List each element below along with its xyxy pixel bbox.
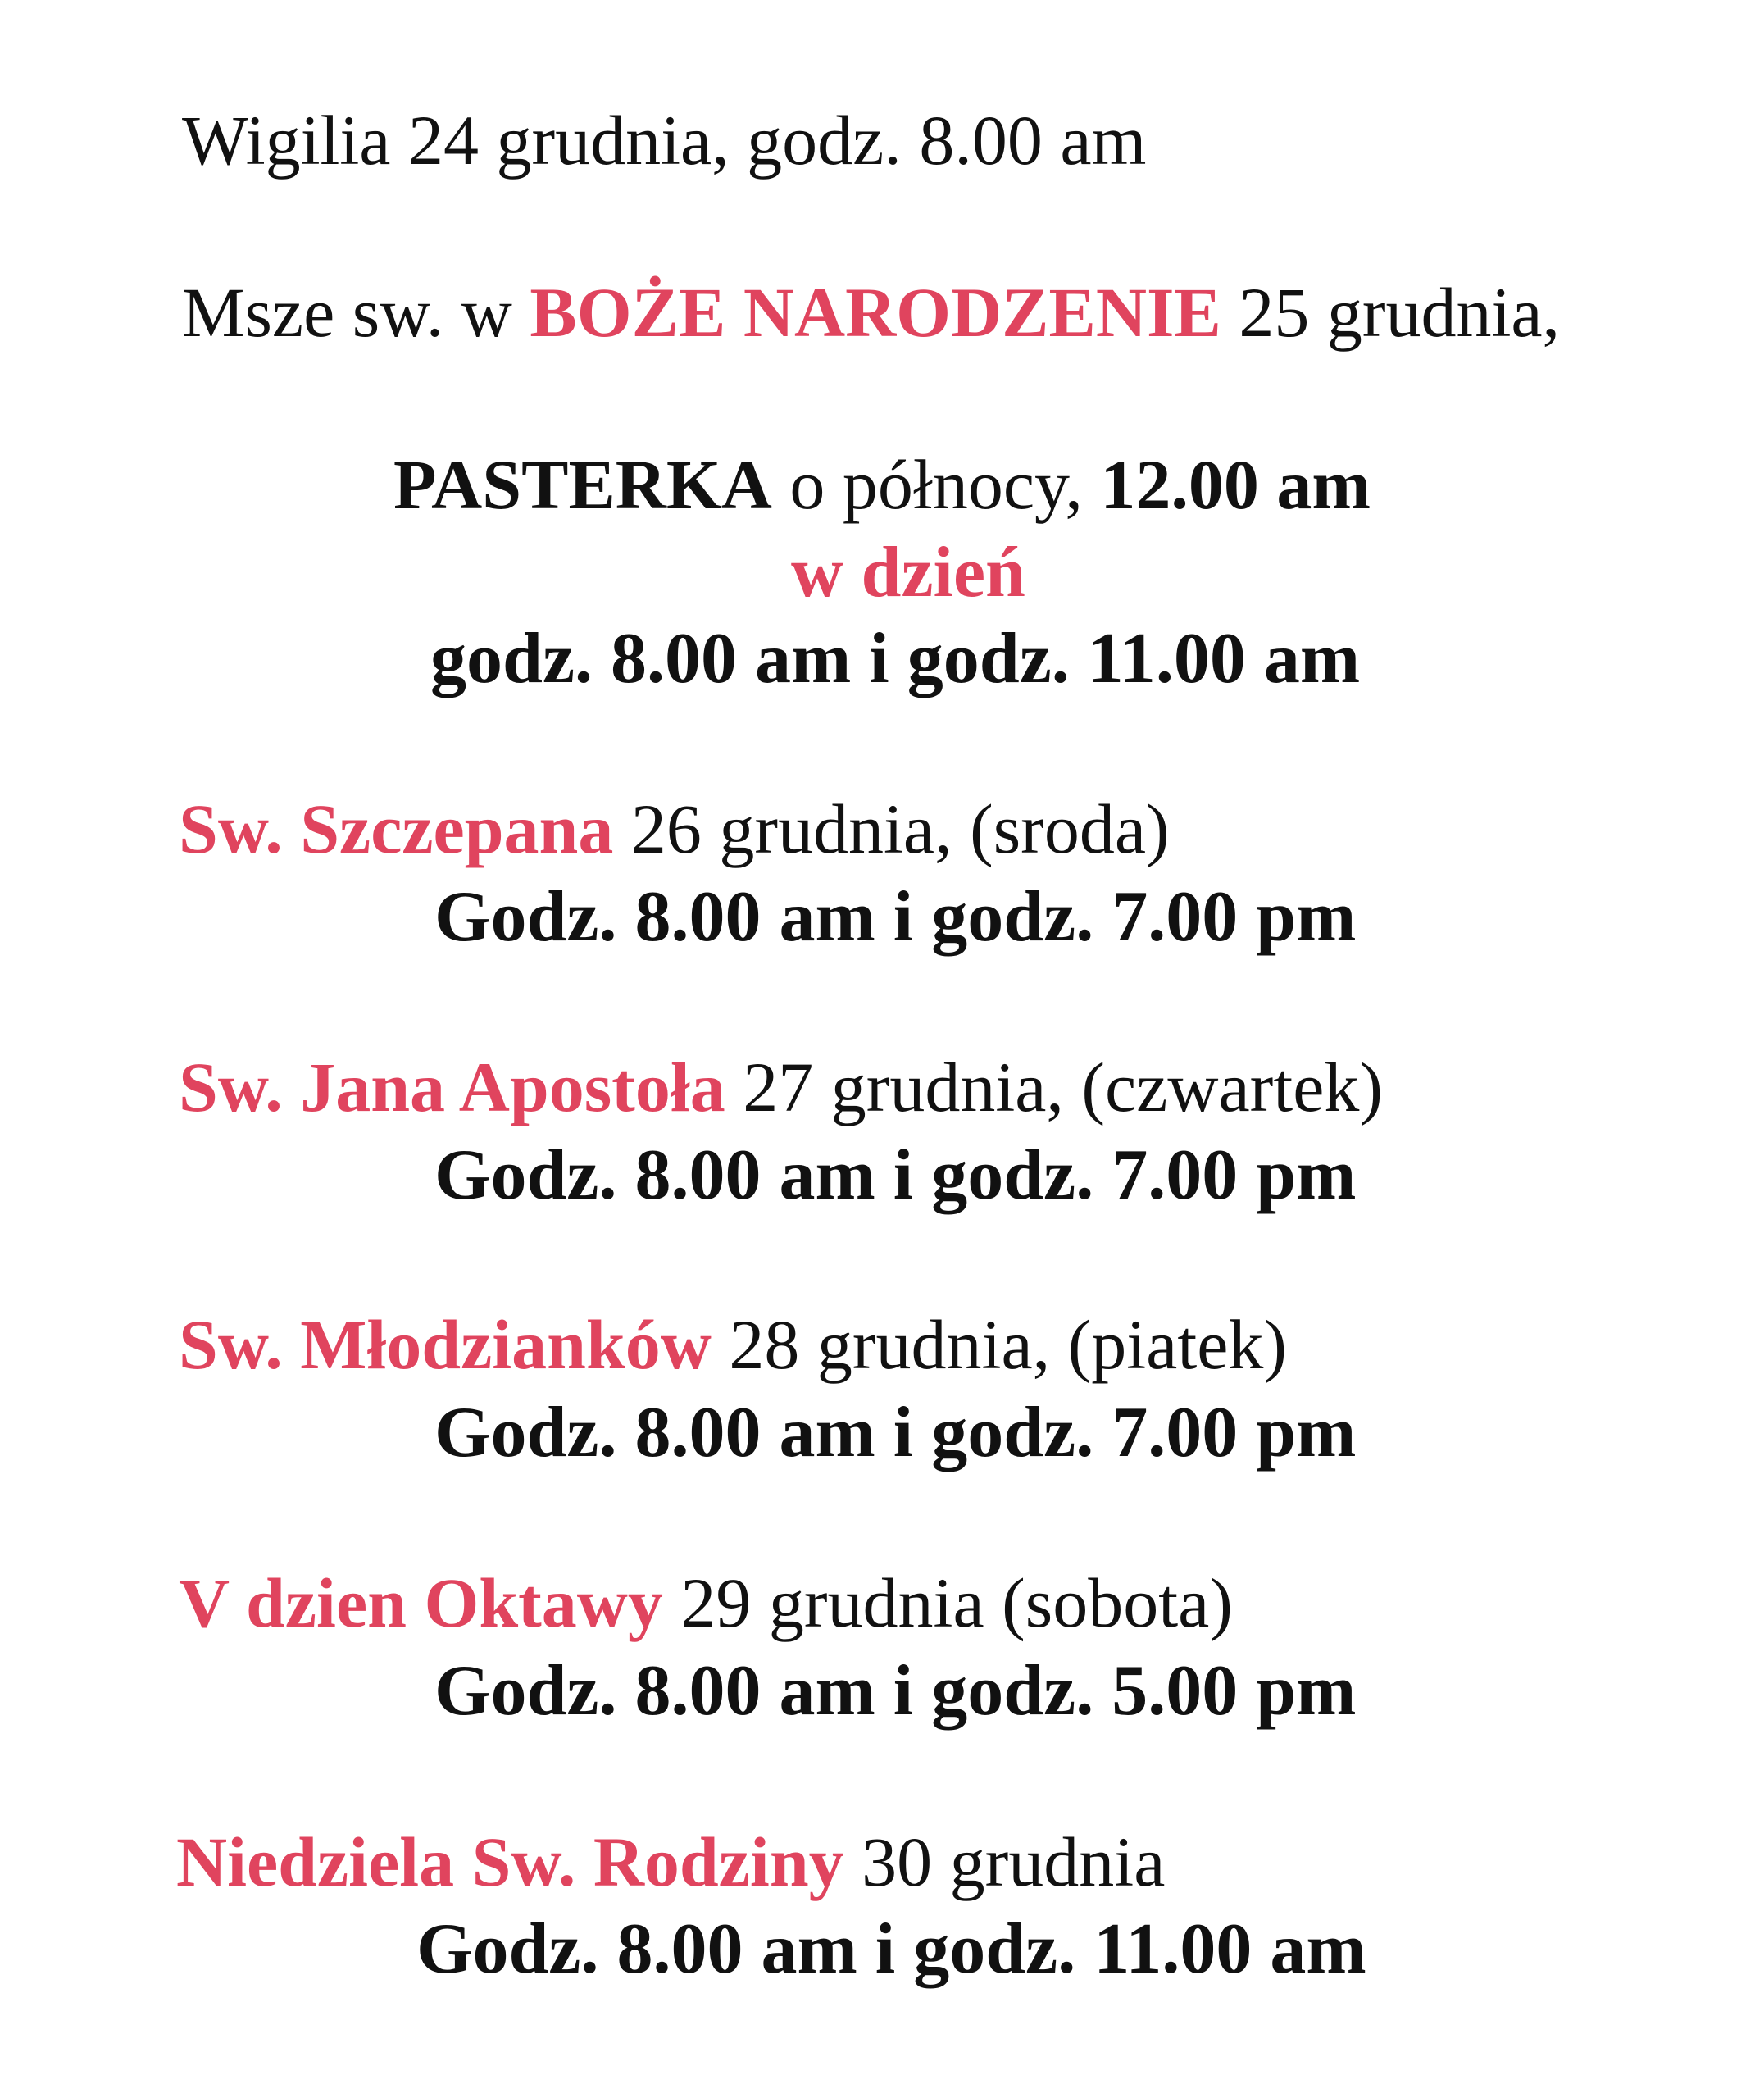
feast-date: 27 grudnia, (czwartek) bbox=[725, 1048, 1384, 1126]
christmas-masses-line bbox=[182, 273, 1561, 352]
pasterka-label: PASTERKA bbox=[393, 445, 772, 524]
feast-entry-szczepana bbox=[179, 789, 1170, 868]
msze-prefix: Msze sw. w bbox=[182, 273, 530, 352]
feast-entry-oktawy bbox=[179, 1563, 1233, 1642]
feast-name: Sw. Młodzianków bbox=[179, 1305, 712, 1384]
pasterka-middle: o północy, bbox=[771, 445, 1101, 524]
w-dzien-label: w dzień bbox=[791, 533, 1025, 612]
feast-name: Sw. Szczepana bbox=[179, 789, 614, 868]
msze-suffix: 25 grudnia, bbox=[1221, 273, 1561, 352]
feast-entry-jana bbox=[179, 1048, 1384, 1126]
feast-times: Godz. 8.00 am i godz. 7.00 pm bbox=[434, 1393, 1357, 1472]
feast-date: 29 grudnia (sobota) bbox=[662, 1563, 1233, 1642]
feast-name: V dzien Oktawy bbox=[179, 1563, 663, 1642]
pasterka-time: 12.00 am bbox=[1100, 445, 1371, 524]
feast-date: 28 grudnia, (piatek) bbox=[711, 1305, 1288, 1384]
pasterka-line bbox=[393, 445, 1371, 524]
wigilia-line bbox=[182, 101, 1147, 180]
christmas-feast-name: BOŻE NARODZENIE bbox=[530, 273, 1221, 352]
feast-times: Godz. 8.00 am i godz. 5.00 pm bbox=[434, 1651, 1357, 1731]
feast-times: Godz. 8.00 am i godz. 7.00 pm bbox=[434, 877, 1357, 957]
wigilia-text: Wigilia 24 grudnia, godz. 8.00 am bbox=[182, 101, 1147, 180]
feast-times: Godz. 8.00 am i godz. 7.00 pm bbox=[434, 1135, 1357, 1215]
feast-name: Sw. Jana Apostoła bbox=[179, 1048, 725, 1126]
feast-date: 30 grudnia bbox=[843, 1822, 1166, 1901]
feast-date: 26 grudnia, (sroda) bbox=[613, 789, 1170, 868]
feast-times: Godz. 8.00 am i godz. 11.00 am bbox=[416, 1909, 1366, 1989]
w-dzien-times: godz. 8.00 am i godz. 11.00 am bbox=[430, 619, 1361, 698]
feast-entry-mlodziankow bbox=[179, 1305, 1288, 1384]
feast-name: Niedziela Sw. Rodziny bbox=[176, 1822, 844, 1901]
feast-entry-rodziny bbox=[176, 1822, 1166, 1901]
